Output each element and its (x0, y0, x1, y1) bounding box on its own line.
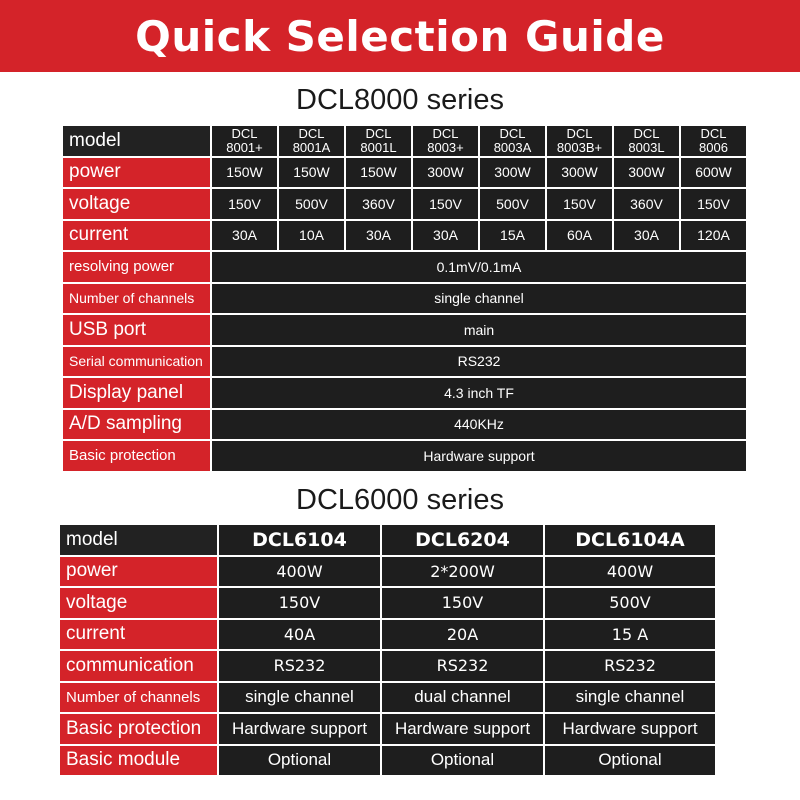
table-row (60, 746, 715, 776)
table-cell: 60A (547, 221, 612, 251)
table-row (63, 347, 746, 377)
row-label-usb-port: USB port (63, 315, 210, 345)
table-cell: 120A (681, 221, 746, 251)
table-cell: 2*200W (382, 557, 543, 587)
table-cell: 500V (545, 588, 715, 618)
table-row (60, 620, 715, 650)
table-cell: 400W (545, 557, 715, 587)
dcl6000-series-title: DCL6000 series (296, 484, 504, 516)
row-label-resolving-power: resolving power (63, 252, 210, 282)
table-row (63, 126, 746, 156)
table-cell: 150W (279, 158, 344, 188)
dcl8000-series-title: DCL8000 series (296, 84, 504, 116)
row-label-number-of-channels: Number of channels (60, 683, 217, 713)
row-label-voltage: voltage (60, 588, 217, 618)
model-header: DCL 8003A (480, 126, 545, 156)
model-header: DCL 8006 (681, 126, 746, 156)
table-row (63, 410, 746, 440)
table-cell: 0.1mV/0.1mA (212, 252, 746, 282)
model-header: DCL 8001+ (212, 126, 277, 156)
table-cell: Optional (545, 746, 715, 776)
table-cell: 500V (480, 189, 545, 219)
table-cell: RS232 (382, 651, 543, 681)
table-cell: 150W (212, 158, 277, 188)
model-header: DCL 8003B+ (547, 126, 612, 156)
table-cell: Hardware support (545, 714, 715, 744)
table-cell: 150V (382, 588, 543, 618)
dcl8000-spec-table (61, 124, 748, 473)
table-row (63, 252, 746, 282)
table-cell: 500V (279, 189, 344, 219)
page-banner-title: Quick Selection Guide (0, 0, 800, 72)
table-cell: 30A (346, 221, 411, 251)
dcl6000-spec-table (58, 523, 717, 777)
table-cell: 4.3 inch TF (212, 378, 746, 408)
table-row (60, 525, 715, 555)
table-row (63, 315, 746, 345)
table-cell: 150V (547, 189, 612, 219)
table-cell: 20A (382, 620, 543, 650)
model-header: DCL6104A (545, 525, 715, 555)
row-label-current: current (60, 620, 217, 650)
table-cell: 150V (681, 189, 746, 219)
table-row (60, 588, 715, 618)
row-label-number-of-channels: Number of channels (63, 284, 210, 314)
row-label-current: current (63, 221, 210, 251)
table-cell: 30A (413, 221, 478, 251)
row-label-communication: communication (60, 651, 217, 681)
table-cell: 440KHz (212, 410, 746, 440)
table-row (63, 378, 746, 408)
table-cell: 40A (219, 620, 380, 650)
row-label-power: power (60, 557, 217, 587)
table-cell: 10A (279, 221, 344, 251)
table-cell: Hardware support (219, 714, 380, 744)
table-cell: 360V (614, 189, 679, 219)
row-label-basic-protection: Basic protection (60, 714, 217, 744)
model-header: DCL 8003L (614, 126, 679, 156)
table-cell: dual channel (382, 683, 543, 713)
table-cell: Hardware support (212, 441, 746, 471)
row-label-model: model (60, 525, 217, 555)
row-label-serial-communication: Serial communication (63, 347, 210, 377)
table-row (60, 557, 715, 587)
table-cell: 400W (219, 557, 380, 587)
row-label-ad-sampling: A/D sampling (63, 410, 210, 440)
table-cell: 300W (480, 158, 545, 188)
table-row (63, 441, 746, 471)
table-row (63, 284, 746, 314)
model-header: DCL6204 (382, 525, 543, 555)
table-cell: 150V (413, 189, 478, 219)
table-row (63, 189, 746, 219)
table-row (60, 683, 715, 713)
row-label-basic-module: Basic module (60, 746, 217, 776)
table-cell: 150W (346, 158, 411, 188)
row-label-basic-protection: Basic protection (63, 441, 210, 471)
table-cell: RS232 (219, 651, 380, 681)
table-row (60, 651, 715, 681)
table-cell: single channel (219, 683, 380, 713)
table-cell: Optional (219, 746, 380, 776)
table-cell: 15A (480, 221, 545, 251)
table-row (63, 221, 746, 251)
table-cell: 300W (614, 158, 679, 188)
table-cell: single channel (212, 284, 746, 314)
model-header: DCL 8003+ (413, 126, 478, 156)
model-header: DCL6104 (219, 525, 380, 555)
table-row (63, 158, 746, 188)
model-header: DCL 8001A (279, 126, 344, 156)
table-cell: 360V (346, 189, 411, 219)
table-cell: 150V (212, 189, 277, 219)
row-label-voltage: voltage (63, 189, 210, 219)
table-cell: 30A (212, 221, 277, 251)
table-cell: main (212, 315, 746, 345)
table-cell: 300W (413, 158, 478, 188)
table-cell: single channel (545, 683, 715, 713)
row-label-model: model (63, 126, 210, 156)
table-cell: 150V (219, 588, 380, 618)
table-cell: RS232 (212, 347, 746, 377)
table-cell: Optional (382, 746, 543, 776)
table-row (60, 714, 715, 744)
table-cell: 600W (681, 158, 746, 188)
model-header: DCL 8001L (346, 126, 411, 156)
row-label-display-panel: Display panel (63, 378, 210, 408)
table-cell: Hardware support (382, 714, 543, 744)
table-cell: 30A (614, 221, 679, 251)
row-label-power: power (63, 158, 210, 188)
table-cell: 15 A (545, 620, 715, 650)
table-cell: RS232 (545, 651, 715, 681)
table-cell: 300W (547, 158, 612, 188)
